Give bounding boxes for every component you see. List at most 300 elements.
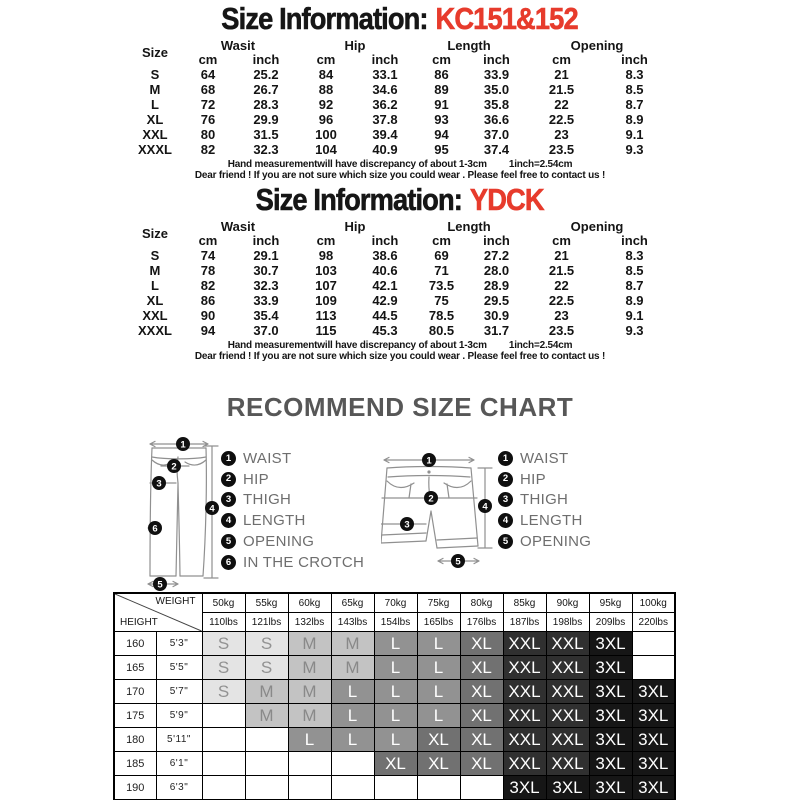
measurement-value: 34.6 <box>372 82 398 97</box>
empty-cell <box>202 776 245 800</box>
recommended-size-cell: XL <box>460 704 503 728</box>
legend-label: HIP <box>520 470 546 488</box>
legend-item-in-the-crotch <box>221 552 364 573</box>
measurement-value: 37.0 <box>483 127 510 142</box>
recommended-size-cell: L <box>374 704 417 728</box>
measurement-value: 35.0 <box>483 82 510 97</box>
size-info-section-ydck <box>0 183 800 362</box>
recommended-size-cell: M <box>245 680 288 704</box>
empty-cell <box>632 656 675 680</box>
shorts-legend <box>498 448 591 552</box>
marker-number: 5 <box>455 556 461 568</box>
measurement-value: 42.9 <box>372 293 398 308</box>
unit-cm: cm <box>432 52 451 67</box>
number-badge-icon: 3 <box>221 492 236 507</box>
number-badge-icon: 1 <box>498 451 513 466</box>
measurement-value: 98 <box>318 248 334 263</box>
empty-cell <box>245 776 288 800</box>
number-badge-icon: 6 <box>221 555 236 570</box>
height-ft: 5'11" <box>156 728 202 752</box>
measurement-value: 73.5 <box>428 278 455 293</box>
marker-number: 3 <box>156 478 162 490</box>
recommended-size-cell: XXL <box>546 704 589 728</box>
height-cm: 185 <box>114 752 156 776</box>
recommended-size-cell: 3XL <box>632 728 675 752</box>
unit-header-row <box>130 53 670 67</box>
legend-label: OPENING <box>243 533 315 551</box>
weight-kg-header: 100kg <box>632 593 675 613</box>
shorts-diagram <box>381 436 506 591</box>
recommended-size-cell: XXL <box>503 656 546 680</box>
recommended-size-cell: XXL <box>503 752 546 776</box>
recommended-size-cell: 3XL <box>589 656 632 680</box>
recommended-size-cell: L <box>374 680 417 704</box>
size-row <box>130 278 670 293</box>
height-ft: 6'1" <box>156 752 202 776</box>
marker-number: 4 <box>482 501 488 513</box>
number-badge-icon: 2 <box>498 472 513 487</box>
weight-lbs-header: 198lbs <box>546 613 589 632</box>
height-ft: 5'3" <box>156 632 202 656</box>
measurement-value: 96 <box>318 112 334 127</box>
weight-kg-header: 70kg <box>374 593 417 613</box>
measurement-value: 86 <box>200 293 216 308</box>
legend-label: LENGTH <box>243 512 306 530</box>
col-header-hip: Hip <box>344 219 366 234</box>
measurement-value: 39.4 <box>372 127 398 142</box>
number-badge-icon: 5 <box>498 534 513 549</box>
empty-cell <box>245 728 288 752</box>
weight-kg-header: 95kg <box>589 593 632 613</box>
recommended-size-cell: M <box>288 632 331 656</box>
weight-kg-header: 50kg <box>202 593 245 613</box>
empty-cell <box>417 776 460 800</box>
unit-inch: inch <box>483 233 510 248</box>
measurement-value: 78.5 <box>428 308 455 323</box>
measurement-value: 88 <box>318 82 334 97</box>
measurement-value: 94 <box>434 127 449 142</box>
legend-label: WAIST <box>243 449 292 467</box>
recommended-size-cell: S <box>202 632 245 656</box>
measurement-value: 21.5 <box>548 263 575 278</box>
legend-item-opening <box>221 531 364 552</box>
measurement-value: 9.1 <box>625 127 644 142</box>
marker-number: 6 <box>152 523 158 535</box>
measurement-value: 28.0 <box>483 263 510 278</box>
measurement-value: 107 <box>315 278 337 293</box>
recommended-size-cell: XXL <box>503 704 546 728</box>
col-header-waist: Wasit <box>220 38 256 53</box>
measurement-value: 22.5 <box>548 112 575 127</box>
measurement-value: 37.4 <box>483 142 510 157</box>
col-header-opening: Opening <box>570 38 624 53</box>
title-model: YDCK <box>470 182 545 217</box>
size-name: S <box>150 248 160 263</box>
unit-cm: cm <box>552 233 571 248</box>
size-info-title <box>0 183 800 217</box>
recommended-size-cell: S <box>245 656 288 680</box>
recommend-size-matrix <box>113 592 676 800</box>
measurement-value: 28.3 <box>253 97 279 112</box>
legend-item-hip <box>221 469 364 490</box>
empty-cell <box>202 752 245 776</box>
recommend-size-chart-heading: RECOMMEND SIZE CHART <box>226 392 574 422</box>
recommended-size-cell: 3XL <box>589 680 632 704</box>
legend-item-thigh <box>498 490 591 511</box>
legend-item-waist <box>498 448 591 469</box>
size-row <box>130 142 670 157</box>
weight-kg-header: 85kg <box>503 593 546 613</box>
measurement-value: 44.5 <box>372 308 398 323</box>
height-cm: 165 <box>114 656 156 680</box>
recommended-size-cell: XL <box>417 752 460 776</box>
note-line-1 <box>0 159 800 170</box>
recommended-size-cell: L <box>331 728 374 752</box>
recommended-size-cell: M <box>288 704 331 728</box>
measurement-note <box>0 340 800 362</box>
recommended-size-cell: 3XL <box>546 776 589 800</box>
recommended-size-cell: 3XL <box>632 776 675 800</box>
measurement-value: 38.6 <box>372 248 398 263</box>
legend-item-waist <box>221 448 364 469</box>
measurement-value: 103 <box>315 263 337 278</box>
recommended-size-cell: 3XL <box>589 704 632 728</box>
weight-kg-header: 60kg <box>288 593 331 613</box>
height-ft: 5'5" <box>156 656 202 680</box>
measurement-value: 76 <box>200 112 216 127</box>
size-name: L <box>150 97 159 112</box>
col-header-size: Size <box>141 45 168 60</box>
height-cm: 190 <box>114 776 156 800</box>
legend-label: HIP <box>243 470 269 488</box>
size-row <box>130 323 670 338</box>
number-badge-icon: 4 <box>221 513 236 528</box>
weight-kg-header: 55kg <box>245 593 288 613</box>
height-cm: 160 <box>114 632 156 656</box>
group-header-row <box>130 39 670 53</box>
weight-lbs-header: 110lbs <box>202 613 245 632</box>
recommended-size-cell: XXL <box>546 752 589 776</box>
size-row <box>130 97 670 112</box>
shorts-markers <box>400 453 492 568</box>
height-cm: 180 <box>114 728 156 752</box>
empty-cell <box>331 752 374 776</box>
matrix-row <box>114 680 675 704</box>
matrix-row <box>114 632 675 656</box>
recommended-size-cell: XXL <box>503 728 546 752</box>
empty-cell <box>374 776 417 800</box>
measurement-value: 35.4 <box>253 308 279 323</box>
recommended-size-cell: 3XL <box>632 680 675 704</box>
measurement-value: 40.9 <box>372 142 398 157</box>
measurement-value: 26.7 <box>253 82 279 97</box>
measurement-value: 31.7 <box>483 323 510 338</box>
recommended-size-cell: L <box>331 680 374 704</box>
size-name: XXL <box>142 127 168 142</box>
unit-inch: inch <box>371 52 399 67</box>
size-name: XXXL <box>137 323 172 338</box>
corner-weight-label: WEIGHT <box>155 596 196 607</box>
height-cm: 170 <box>114 680 156 704</box>
measurement-value: 31.5 <box>253 127 279 142</box>
measurement-value: 9.1 <box>625 308 644 323</box>
measurement-value: 22 <box>554 278 569 293</box>
weight-kg-header: 90kg <box>546 593 589 613</box>
marker-number: 4 <box>209 503 215 515</box>
recommended-size-cell: L <box>331 704 374 728</box>
size-row <box>130 67 670 82</box>
recommended-size-cell: 3XL <box>589 728 632 752</box>
recommended-size-cell: 3XL <box>632 704 675 728</box>
weight-lbs-header: 154lbs <box>374 613 417 632</box>
measurement-value: 23 <box>554 127 569 142</box>
recommended-size-cell: L <box>417 704 460 728</box>
recommended-size-cell: S <box>245 632 288 656</box>
legend-label: WAIST <box>520 449 569 467</box>
measurement-value: 100 <box>315 127 337 142</box>
size-row <box>130 308 670 323</box>
measurement-value: 36.6 <box>483 112 510 127</box>
recommended-size-cell: XXL <box>503 680 546 704</box>
legend-item-length <box>498 510 591 531</box>
height-ft: 6'3" <box>156 776 202 800</box>
recommended-size-cell: S <box>202 656 245 680</box>
group-header-row <box>130 220 670 234</box>
measurement-value: 33.9 <box>483 67 510 82</box>
size-row <box>130 293 670 308</box>
marker-number: 2 <box>171 461 177 473</box>
note-inch-conversion: 1inch=2.54cm <box>508 159 573 170</box>
number-badge-icon: 4 <box>498 513 513 528</box>
measurement-value: 72 <box>200 97 216 112</box>
title-prefix: Size Information: <box>221 1 429 36</box>
number-badge-icon: 1 <box>221 451 236 466</box>
weight-lbs-header: 187lbs <box>503 613 546 632</box>
measurement-value: 23.5 <box>548 323 575 338</box>
measurement-value: 69 <box>434 248 449 263</box>
note-line-1 <box>0 340 800 351</box>
recommended-size-cell: M <box>331 632 374 656</box>
matrix-corner-cell <box>114 593 202 632</box>
note-inch-conversion: 1inch=2.54cm <box>508 340 573 351</box>
empty-cell <box>202 704 245 728</box>
recommended-size-cell: S <box>202 680 245 704</box>
measurement-value: 86 <box>434 67 449 82</box>
pants-markers <box>148 437 219 591</box>
legend-item-thigh <box>221 490 364 511</box>
matrix-row <box>114 704 675 728</box>
legend-label: THIGH <box>520 491 569 509</box>
note-discrepancy: Hand measurementwill have discrepancy of about 1-3cm <box>227 340 487 351</box>
recommended-size-cell: 3XL <box>589 776 632 800</box>
empty-cell <box>288 752 331 776</box>
size-row <box>130 112 670 127</box>
number-badge-icon: 2 <box>221 472 236 487</box>
size-row <box>130 263 670 278</box>
recommended-size-cell: 3XL <box>589 632 632 656</box>
measurement-value: 33.1 <box>372 67 398 82</box>
size-name: M <box>149 82 161 97</box>
weight-kg-header: 80kg <box>460 593 503 613</box>
measurement-value: 22 <box>554 97 569 112</box>
recommended-size-cell: XXL <box>546 656 589 680</box>
corner-height-label: HEIGHT <box>120 617 158 628</box>
recommended-size-cell: XL <box>460 656 503 680</box>
size-name: S <box>150 67 160 82</box>
unit-cm: cm <box>316 233 336 248</box>
measurement-value: 68 <box>200 82 216 97</box>
measurement-value: 37.0 <box>253 323 279 338</box>
recommended-size-cell: M <box>288 656 331 680</box>
recommended-size-cell: 3XL <box>632 752 675 776</box>
measurement-value: 92 <box>318 97 334 112</box>
recommended-size-cell: M <box>288 680 331 704</box>
unit-cm: cm <box>198 52 218 67</box>
measurement-value: 33.9 <box>253 293 279 308</box>
measurement-value: 75 <box>434 293 449 308</box>
measurement-value: 8.3 <box>625 67 644 82</box>
matrix-row <box>114 656 675 680</box>
measurement-value: 21.5 <box>548 82 575 97</box>
col-header-length: Length <box>447 219 491 234</box>
unit-inch: inch <box>252 233 280 248</box>
marker-number: 1 <box>426 455 432 467</box>
measurement-value: 80.5 <box>428 323 455 338</box>
measurement-value: 28.9 <box>483 278 510 293</box>
measurement-value: 109 <box>315 293 337 308</box>
pants-legend <box>221 448 364 573</box>
title-prefix: Size Information: <box>255 182 463 217</box>
size-name: XXL <box>142 308 168 323</box>
size-row <box>130 82 670 97</box>
marker-number: 3 <box>404 519 410 531</box>
weight-lbs-header: 165lbs <box>417 613 460 632</box>
marker-number: 5 <box>157 579 163 591</box>
measurement-value: 71 <box>434 263 449 278</box>
title-model: KC151&152 <box>436 1 579 36</box>
weight-kg-header: 75kg <box>417 593 460 613</box>
measurement-value: 23.5 <box>548 142 575 157</box>
recommended-size-cell: 3XL <box>589 752 632 776</box>
col-header-length: Length <box>447 38 491 53</box>
weight-lbs-header: 209lbs <box>589 613 632 632</box>
empty-cell <box>245 752 288 776</box>
recommended-size-cell: L <box>417 632 460 656</box>
measurement-value: 37.8 <box>372 112 398 127</box>
measurement-value: 42.1 <box>372 278 398 293</box>
measurement-value: 8.3 <box>625 248 644 263</box>
matrix-weight-kg-row <box>114 593 675 613</box>
unit-cm: cm <box>198 233 218 248</box>
height-ft: 5'7" <box>156 680 202 704</box>
measurement-value: 8.9 <box>625 112 644 127</box>
measurement-value: 8.5 <box>625 263 644 278</box>
note-discrepancy: Hand measurementwill have discrepancy of about 1-3cm <box>227 159 487 170</box>
measurement-value: 91 <box>434 97 449 112</box>
matrix-row <box>114 776 675 800</box>
recommended-size-cell: 3XL <box>503 776 546 800</box>
legend-label: LENGTH <box>520 512 583 530</box>
recommended-size-cell: L <box>374 632 417 656</box>
measurement-value: 74 <box>200 248 216 263</box>
measurement-note <box>0 159 800 181</box>
size-info-title <box>0 2 800 36</box>
measurement-value: 80 <box>200 127 216 142</box>
measurement-value: 89 <box>434 82 449 97</box>
size-name: L <box>150 278 159 293</box>
recommended-size-cell: XL <box>460 680 503 704</box>
measurement-value: 30.7 <box>253 263 279 278</box>
size-name: XL <box>146 293 164 308</box>
size-name: XXXL <box>137 142 172 157</box>
measurement-value: 40.6 <box>372 263 398 278</box>
recommended-size-cell: XL <box>417 728 460 752</box>
measurement-value: 35.8 <box>483 97 510 112</box>
empty-cell <box>331 776 374 800</box>
empty-cell <box>632 632 675 656</box>
size-table-kc151-152 <box>130 39 670 157</box>
measurement-value: 84 <box>318 67 334 82</box>
measurement-value: 45.3 <box>372 323 398 338</box>
weight-lbs-header: 132lbs <box>288 613 331 632</box>
empty-cell <box>202 728 245 752</box>
empty-cell <box>460 776 503 800</box>
weight-lbs-header: 143lbs <box>331 613 374 632</box>
recommended-size-cell: XL <box>374 752 417 776</box>
recommended-size-cell: L <box>417 680 460 704</box>
measurement-value: 22.5 <box>548 293 575 308</box>
col-header-opening: Opening <box>570 219 624 234</box>
recommended-size-cell: XXL <box>546 680 589 704</box>
unit-inch: inch <box>621 233 648 248</box>
measurement-value: 29.5 <box>483 293 510 308</box>
measurement-value: 104 <box>315 142 337 157</box>
measurement-value: 36.2 <box>372 97 398 112</box>
measurement-value: 25.2 <box>253 67 279 82</box>
col-header-hip: Hip <box>344 38 366 53</box>
measurement-value: 113 <box>315 308 337 323</box>
measurement-value: 82 <box>200 278 216 293</box>
weight-lbs-header: 121lbs <box>245 613 288 632</box>
recommended-size-cell: XXL <box>546 632 589 656</box>
measurement-value: 8.5 <box>625 82 644 97</box>
measurement-value: 21 <box>554 248 569 263</box>
measurement-value: 95 <box>434 142 449 157</box>
recommended-size-cell: XL <box>460 632 503 656</box>
measurement-value: 30.9 <box>483 308 510 323</box>
size-row <box>130 248 670 263</box>
weight-lbs-header: 176lbs <box>460 613 503 632</box>
size-row <box>130 127 670 142</box>
measurement-value: 64 <box>200 67 216 82</box>
measurement-value: 9.3 <box>625 323 644 338</box>
unit-cm: cm <box>432 233 451 248</box>
legend-item-hip <box>498 469 591 490</box>
measurement-value: 90 <box>200 308 216 323</box>
number-badge-icon: 3 <box>498 492 513 507</box>
recommended-size-cell: L <box>374 656 417 680</box>
note-line-2: Dear friend ! If you are not sure which size you could wear . Please feel free to contact us ! <box>194 170 606 181</box>
measurement-value: 9.3 <box>625 142 644 157</box>
weight-kg-header: 65kg <box>331 593 374 613</box>
measurement-value: 27.2 <box>483 248 510 263</box>
measurement-value: 93 <box>434 112 449 127</box>
recommended-size-cell: L <box>374 728 417 752</box>
measurement-value: 115 <box>315 323 337 338</box>
note-line-2: Dear friend ! If you are not sure which size you could wear . Please feel free to contact us ! <box>194 351 606 362</box>
measurement-value: 29.1 <box>253 248 279 263</box>
size-name: XL <box>146 112 164 127</box>
